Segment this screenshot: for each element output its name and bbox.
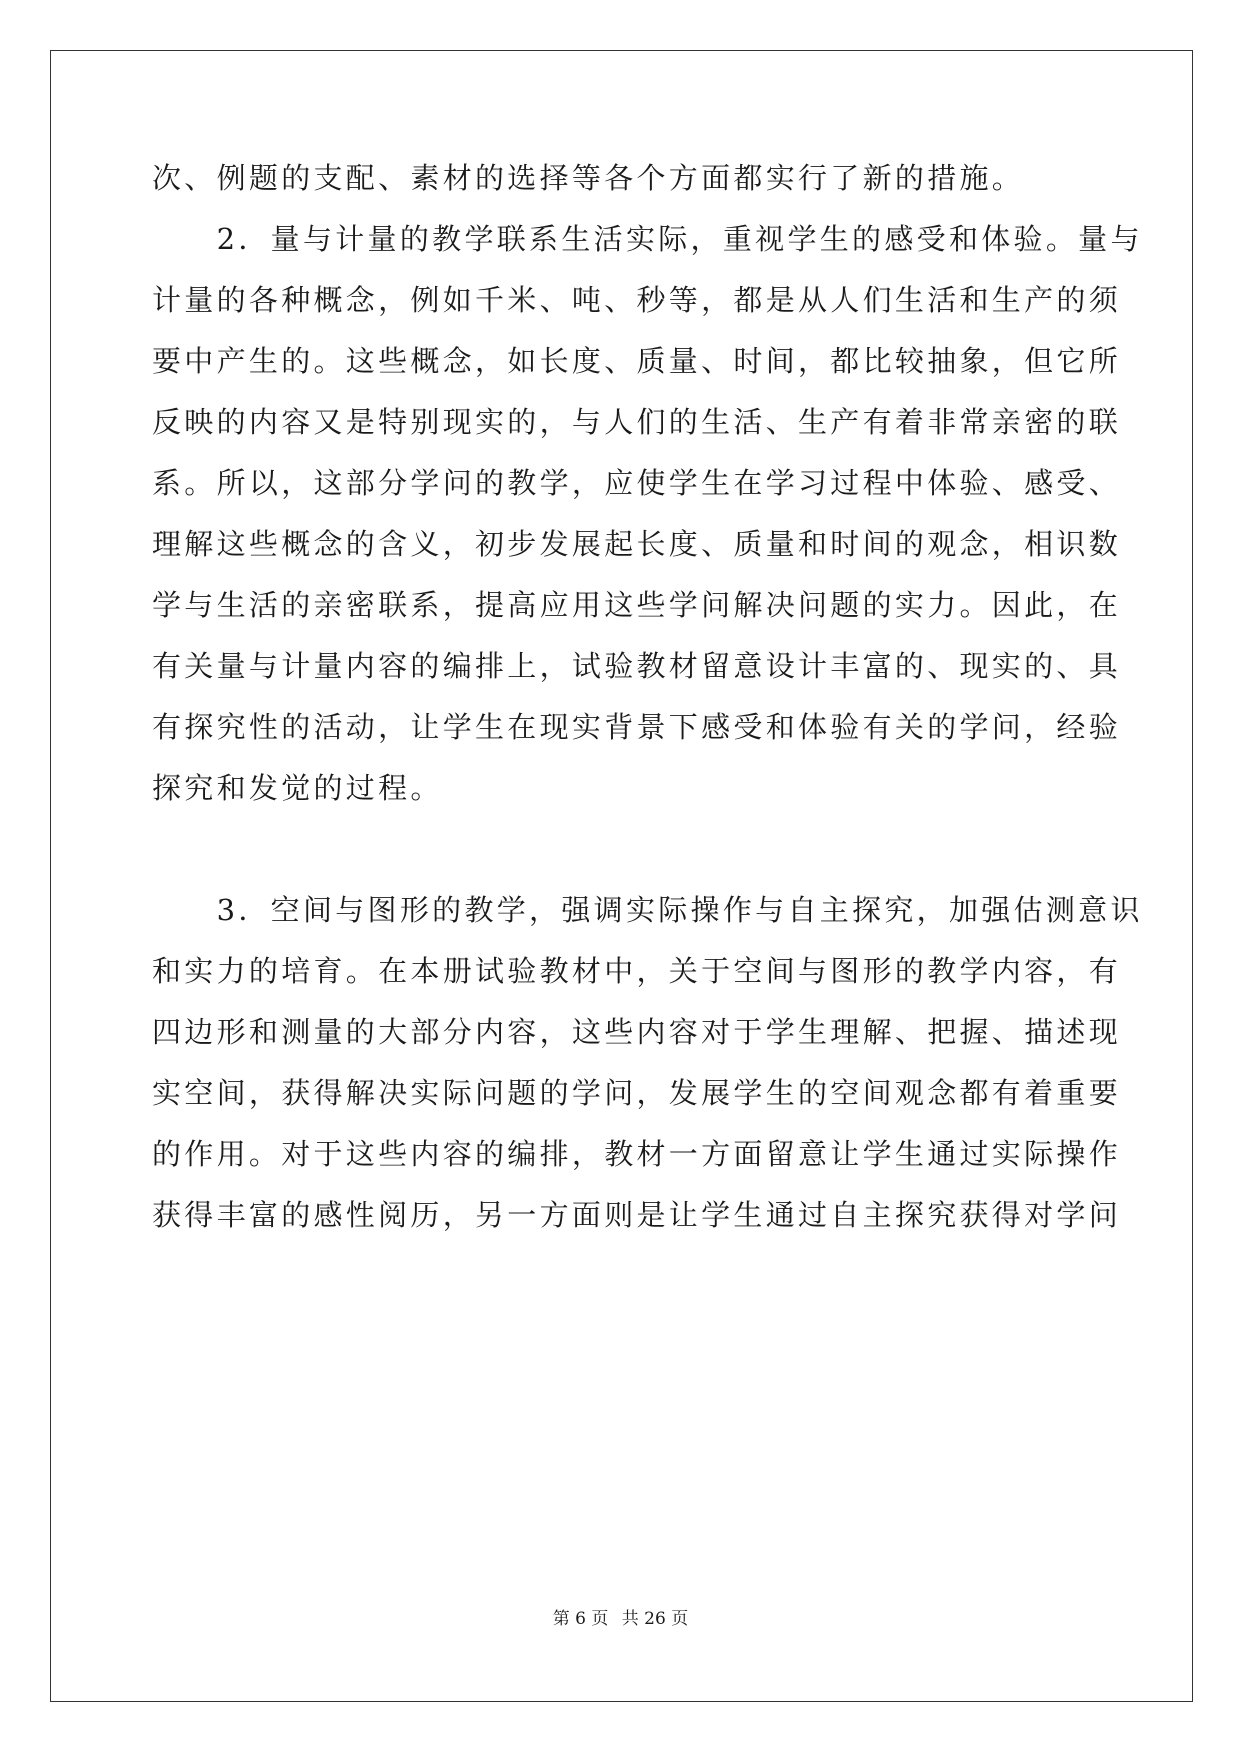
text-line: 次、例题的支配、素材的选择等各个方面都实行了新的措施。 bbox=[152, 161, 1025, 195]
text-line: 3．空间与图形的教学，强调实际操作与自主探究，加强估测意识 bbox=[152, 893, 1143, 927]
text-line: 四边形和测量的大部分内容，这些内容对于学生理解、把握、描述现 bbox=[152, 1015, 1122, 1049]
text-line: 反映的内容又是特别现实的，与人们的生活、生产有着非常亲密的联 bbox=[152, 405, 1122, 439]
blank-line bbox=[152, 831, 1092, 892]
text-line: 获得丰富的感性阅历，另一方面则是让学生通过自主探究获得对学问 bbox=[152, 1198, 1122, 1232]
text-line: 2．量与计量的教学联系生活实际，重视学生的感受和体验。量与 bbox=[152, 222, 1143, 256]
page-total: 共 26 页 bbox=[621, 1609, 689, 1629]
text-line: 系。所以，这部分学问的教学，应使学生在学习过程中体验、感受、 bbox=[152, 466, 1122, 500]
text-line: 计量的各种概念，例如千米、吨、秒等，都是从人们生活和生产的须 bbox=[152, 283, 1122, 317]
page-footer bbox=[0, 1604, 1241, 1629]
document-body bbox=[152, 160, 1143, 1258]
text-line: 理解这些概念的含义，初步发展起长度、质量和时间的观念，相识数 bbox=[152, 527, 1122, 561]
page-number: 第 6 页 bbox=[552, 1609, 609, 1629]
text-line: 实空间，获得解决实际问题的学问，发展学生的空间观念都有着重要 bbox=[152, 1076, 1122, 1110]
text-line: 要中产生的。这些概念，如长度、质量、时间，都比较抽象，但它所 bbox=[152, 344, 1122, 378]
text-line: 有关量与计量内容的编排上，试验教材留意设计丰富的、现实的、具 bbox=[152, 649, 1122, 683]
text-line: 的作用。对于这些内容的编排，教材一方面留意让学生通过实际操作 bbox=[152, 1137, 1122, 1171]
text-line: 和实力的培育。在本册试验教材中，关于空间与图形的教学内容，有 bbox=[152, 954, 1122, 988]
text-line: 探究和发觉的过程。 bbox=[152, 771, 443, 805]
text-line: 学与生活的亲密联系，提高应用这些学问解决问题的实力。因此，在 bbox=[152, 588, 1122, 622]
text-line: 有探究性的活动，让学生在现实背景下感受和体验有关的学问，经验 bbox=[152, 710, 1122, 744]
